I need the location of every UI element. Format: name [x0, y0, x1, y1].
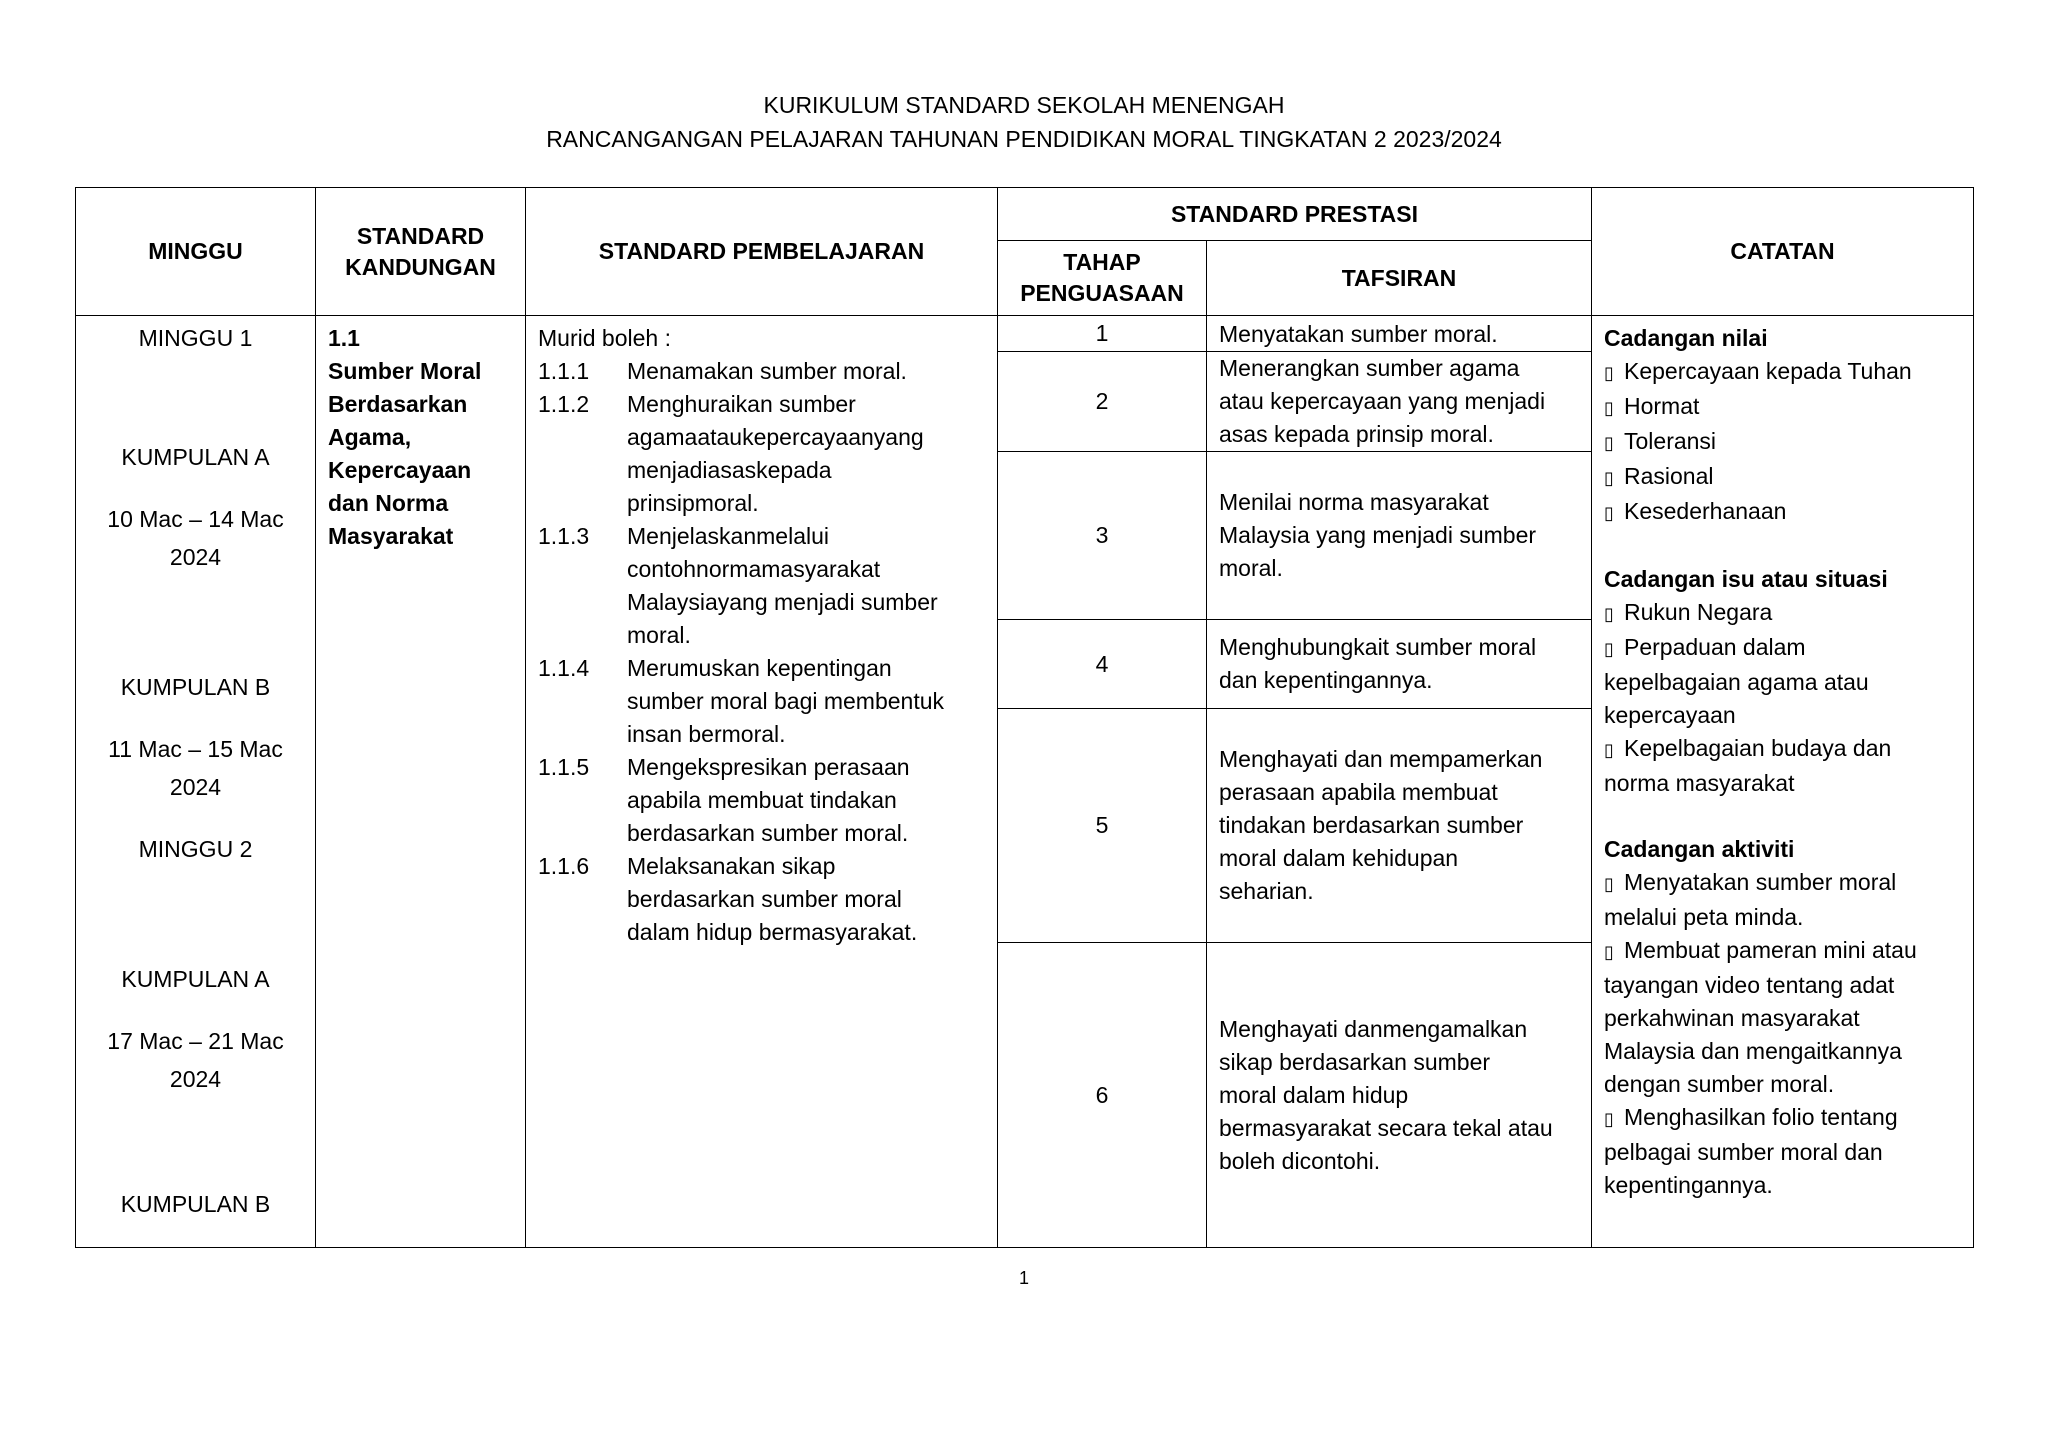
aktiviti-item: [1604, 866, 1961, 934]
tafsiran-line: Menyatakan sumber moral.: [1219, 321, 1498, 347]
nilai-item-text: Rasional: [1624, 463, 1714, 489]
learning-objective-line: agamaataukepercayaanyang: [627, 424, 924, 450]
aktiviti-item: [1604, 1101, 1961, 1202]
standard-kandungan-line: Kepercayaan: [328, 457, 472, 483]
tahap-level: 2: [998, 352, 1207, 452]
bullet-icon: ▯: [1604, 740, 1614, 761]
isu-item-text: norma masyarakat: [1604, 770, 1795, 796]
week-2-group-b: KUMPULAN B: [120, 1191, 271, 1217]
isu-item: [1604, 596, 1961, 631]
col-header-tahap-line-1: TAHAP: [1063, 249, 1141, 275]
page-header: [0, 88, 2048, 156]
page-number: 1: [1018, 1268, 1029, 1288]
learning-objective-line: Menghuraikan sumber: [627, 391, 856, 417]
tahap-level: 5: [998, 709, 1207, 943]
nilai-item-text: Kepercayaan kepada Tuhan: [1624, 358, 1912, 384]
standard-kandungan-line: Agama,: [328, 424, 412, 450]
aktiviti-item-text: Malaysia dan mengaitkannya: [1604, 1038, 1902, 1064]
tafsiran-line: tindakan berdasarkan sumber: [1219, 812, 1524, 838]
tafsiran-line: Menerangkan sumber agama: [1219, 355, 1520, 381]
week-1-group-b-year: 2024: [169, 774, 222, 800]
week-1-group-a-date: 10 Mac – 14 Mac: [107, 506, 284, 532]
lesson-plan-table: [75, 187, 1974, 1248]
tafsiran-line: boleh dicontohi.: [1219, 1147, 1381, 1174]
learning-objective-line: Malaysiayang menjadi sumber: [627, 589, 938, 615]
col-header-tahap-line-2: PENGUASAAN: [1020, 280, 1184, 306]
learning-objective-number: 1.1.6: [538, 853, 590, 879]
learning-objective-line: prinsipmoral.: [627, 490, 759, 516]
week-1-group-b: KUMPULAN B: [120, 674, 271, 700]
col-header-tahap: [998, 241, 1207, 316]
tafsiran-line: Malaysia yang menjadi sumber: [1219, 522, 1537, 548]
week-1-label: MINGGU 1: [138, 325, 253, 351]
tahap-level: 3: [998, 452, 1207, 620]
minggu-cell: [76, 316, 316, 1248]
tafsiran-line: seharian.: [1219, 878, 1314, 904]
learning-objective-number: 1.1.4: [538, 655, 590, 681]
learning-objective-line: contohnormamasyarakat: [627, 556, 881, 582]
learning-objective-number: 1.1.3: [538, 523, 590, 549]
col-header-standard-kandungan: [316, 188, 526, 316]
tafsiran-line: bermasyarakat secara tekal atau: [1219, 1114, 1553, 1141]
isu-item-text: Kepelbagaian budaya dan: [1624, 735, 1892, 761]
col-header-standard-kandungan-line-2: KANDUNGAN: [345, 253, 496, 280]
bullet-icon: ▯: [1604, 468, 1614, 489]
learning-objective-number: 1.1.5: [538, 754, 590, 780]
standard-kandungan-line: Berdasarkan: [328, 391, 468, 417]
tafsiran-text: [1207, 943, 1592, 1248]
isu-item: [1604, 732, 1961, 800]
nilai-item: [1604, 495, 1961, 530]
isu-item-text: kepelbagaian agama atau: [1604, 669, 1869, 695]
nilai-item: [1604, 460, 1961, 495]
tafsiran-text: [1207, 709, 1592, 943]
learning-objective: [538, 355, 985, 388]
bullet-icon: ▯: [1604, 398, 1614, 419]
nilai-item-text: Hormat: [1624, 393, 1700, 419]
bullet-icon: ▯: [1604, 1109, 1614, 1130]
bullet-icon: ▯: [1604, 874, 1614, 895]
learning-objective-line: Melaksanakan sikap: [627, 853, 836, 879]
week-1-group-a: KUMPULAN A: [121, 444, 270, 470]
week-1-group-a-year: 2024: [169, 544, 222, 570]
cadangan-aktiviti-heading: Cadangan aktiviti: [1604, 836, 1795, 862]
header-line-2: RANCANGANGAN PELAJARAN TAHUNAN PENDIDIKAN MORAL TINGKATAN 2 2023/2024: [546, 126, 1502, 152]
learning-objective-line: moral.: [627, 622, 691, 648]
tafsiran-line: Menghubungkait sumber moral: [1219, 634, 1537, 660]
tafsiran-line: asas kepada prinsip moral.: [1219, 421, 1494, 447]
cadangan-nilai-heading: Cadangan nilai: [1604, 325, 1768, 351]
week-2-label: MINGGU 2: [138, 836, 253, 862]
aktiviti-item-text: Membuat pameran mini atau: [1624, 937, 1917, 963]
tahap-level: 4: [998, 620, 1207, 709]
aktiviti-item-text: kepentingannya.: [1604, 1172, 1773, 1198]
header-line-1: KURIKULUM STANDARD SEKOLAH MENENGAH: [763, 92, 1285, 118]
learning-objective-line: insan bermoral.: [627, 721, 786, 747]
cadangan-isu-heading: Cadangan isu atau situasi: [1604, 566, 1888, 592]
tafsiran-line: dan kepentingannya.: [1219, 667, 1433, 693]
tafsiran-line: moral dalam kehidupan: [1219, 845, 1459, 871]
isu-item-text: kepercayaan: [1604, 702, 1736, 728]
nilai-item: [1604, 355, 1961, 390]
aktiviti-item-text: Menyatakan sumber moral: [1624, 869, 1897, 895]
standard-kandungan-line: Sumber Moral: [328, 358, 482, 384]
col-header-standard-kandungan-line-1: STANDARD: [356, 222, 485, 249]
tafsiran-line: atau kepercayaan yang menjadi: [1219, 388, 1546, 414]
tafsiran-text: [1207, 352, 1592, 452]
learning-objective-line: berdasarkan sumber moral.: [627, 820, 909, 846]
aktiviti-item-text: dengan sumber moral.: [1604, 1071, 1835, 1097]
learning-objective-line: apabila membuat tindakan: [627, 787, 897, 813]
aktiviti-item: [1604, 934, 1961, 1101]
tahap-level: 1: [998, 316, 1207, 352]
standard-kandungan-cell: [316, 316, 526, 1248]
tafsiran-line: moral dalam hidup: [1219, 1081, 1409, 1108]
tafsiran-text: [1207, 452, 1592, 620]
standard-pembelajaran-intro: Murid boleh :: [538, 325, 671, 351]
catatan-cell: [1592, 316, 1974, 1248]
bullet-icon: ▯: [1604, 363, 1614, 384]
bullet-icon: ▯: [1604, 942, 1614, 963]
learning-objective-line: Merumuskan kepentingan: [627, 655, 892, 681]
week-2-group-a-year: 2024: [169, 1066, 222, 1092]
learning-objective: [538, 520, 985, 652]
learning-objective-line: berdasarkan sumber moral: [627, 886, 902, 912]
col-header-catatan: CATATAN: [1592, 188, 1974, 316]
bullet-icon: ▯: [1604, 503, 1614, 524]
tafsiran-line: Menilai norma masyarakat: [1219, 489, 1489, 515]
learning-objective-line: Mengekspresikan perasaan: [627, 754, 910, 780]
learning-objective-line: dalam hidup bermasyarakat.: [627, 919, 918, 945]
tafsiran-line: Menghayati dan mempamerkan: [1219, 746, 1543, 772]
tafsiran-text: [1207, 620, 1592, 709]
learning-objective-number: 1.1.2: [538, 391, 590, 417]
aktiviti-item-text: melalui peta minda.: [1604, 904, 1804, 930]
learning-objective-line: sumber moral bagi membentuk: [627, 688, 945, 714]
col-header-standard-prestasi: STANDARD PRESTASI: [998, 188, 1592, 241]
learning-objective: [538, 751, 985, 850]
aktiviti-item-text: pelbagai sumber moral dan: [1604, 1139, 1883, 1165]
week-2-group-a: KUMPULAN A: [121, 966, 270, 992]
tafsiran-line: sikap berdasarkan sumber: [1219, 1048, 1491, 1075]
bullet-icon: ▯: [1604, 433, 1614, 454]
tahap-level: 6: [998, 943, 1207, 1248]
col-header-tafsiran: TAFSIRAN: [1207, 241, 1592, 316]
nilai-item-text: Kesederhanaan: [1624, 498, 1787, 524]
learning-objective-line: Menamakan sumber moral.: [627, 358, 907, 384]
learning-objective-number: 1.1.1: [538, 358, 590, 384]
tafsiran-line: moral.: [1219, 555, 1283, 581]
standard-kandungan-line: dan Norma: [328, 490, 449, 516]
learning-objective: [538, 388, 985, 520]
aktiviti-item-text: perkahwinan masyarakat: [1604, 1005, 1860, 1031]
week-2-group-a-date: 17 Mac – 21 Mac: [107, 1028, 284, 1054]
learning-objective-line: menjadiasaskepada: [627, 457, 832, 483]
tafsiran-text: [1207, 316, 1592, 352]
isu-item-text: Perpaduan dalam: [1624, 634, 1806, 660]
nilai-item-text: Toleransi: [1624, 428, 1717, 454]
isu-item: [1604, 631, 1961, 732]
aktiviti-item-text: tayangan video tentang adat: [1604, 972, 1895, 998]
bullet-icon: ▯: [1604, 639, 1614, 660]
standard-pembelajaran-cell: [526, 316, 998, 1248]
aktiviti-item-text: Menghasilkan folio tentang: [1624, 1104, 1898, 1130]
learning-objective: [538, 652, 985, 751]
learning-objective-line: Menjelaskanmelalui: [627, 523, 829, 549]
col-header-minggu: MINGGU: [76, 188, 316, 316]
week-1-group-b-date: 11 Mac – 15 Mac: [108, 736, 283, 762]
nilai-item: [1604, 390, 1961, 425]
tafsiran-line: Menghayati danmengamalkan: [1219, 1015, 1528, 1042]
tafsiran-line: perasaan apabila membuat: [1219, 779, 1498, 805]
bullet-icon: ▯: [1604, 604, 1614, 625]
learning-objective: [538, 850, 985, 949]
standard-kandungan-code: 1.1: [328, 325, 360, 351]
col-header-standard-pembelajaran: STANDARD PEMBELAJARAN: [526, 188, 998, 316]
standard-kandungan-line: Masyarakat: [328, 523, 454, 549]
nilai-item: [1604, 425, 1961, 460]
isu-item-text: Rukun Negara: [1624, 599, 1773, 625]
